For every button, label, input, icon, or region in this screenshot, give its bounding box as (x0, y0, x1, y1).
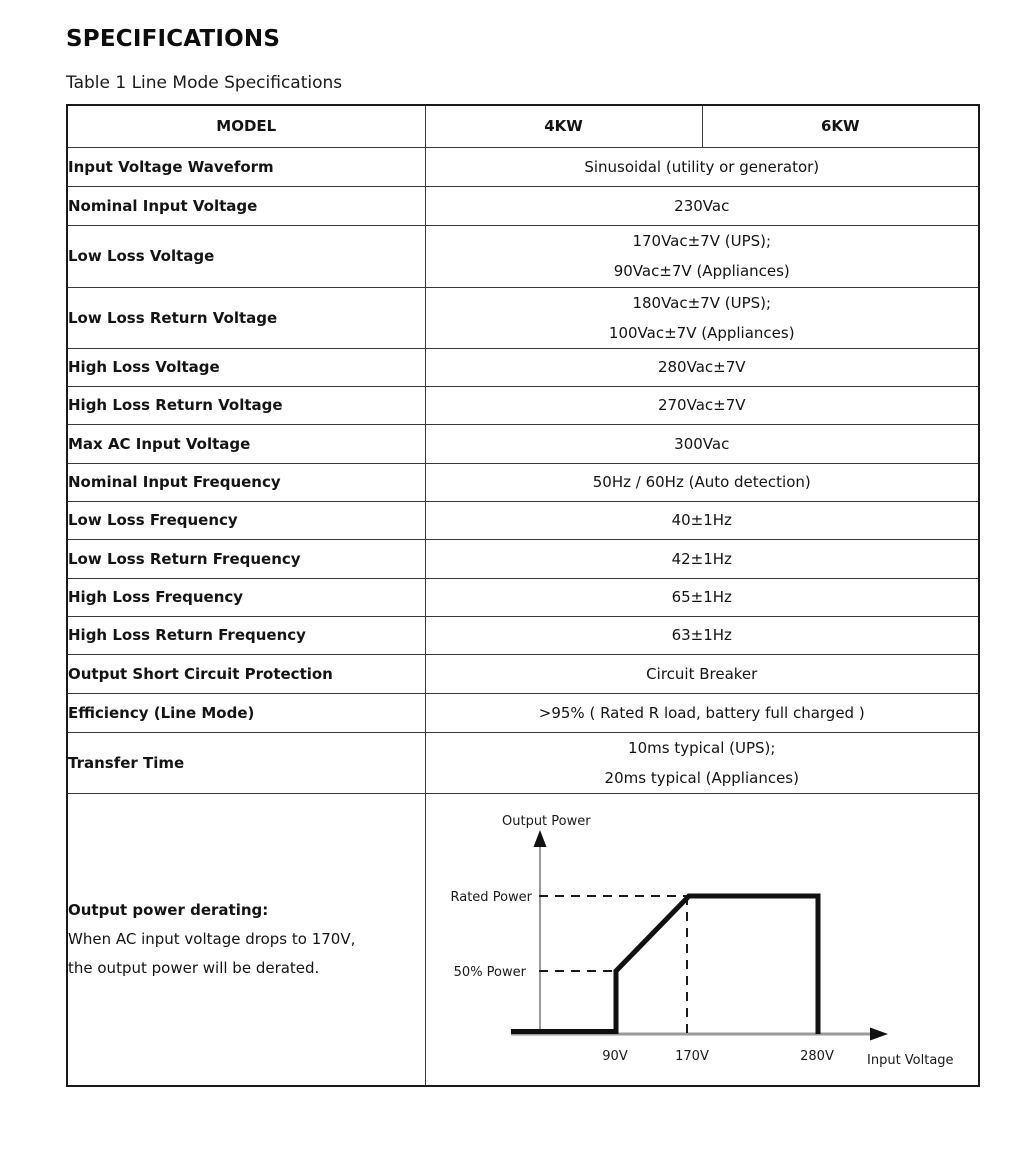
spec-label: Max AC Input Voltage (67, 424, 425, 463)
row-max-ac-input-voltage (67, 424, 979, 463)
row-nominal-input-frequency (67, 463, 979, 501)
spec-value-text: 180Vac±7V (UPS); (632, 293, 772, 312)
spec-label: Nominal Input Voltage (67, 186, 425, 225)
row-low-loss-return-voltage (67, 287, 979, 348)
row-low-loss-return-frequency (67, 539, 979, 578)
spec-value (425, 616, 979, 654)
row-high-loss-frequency (67, 578, 979, 616)
row-high-loss-return-frequency (67, 616, 979, 654)
spec-value-text: 40±1Hz (671, 511, 732, 529)
line-mode-spec-table (66, 104, 980, 1087)
spec-value (425, 287, 979, 348)
page-title: SPECIFICATIONS (66, 26, 281, 52)
spec-value (425, 348, 979, 386)
spec-label: High Loss Return Voltage (67, 386, 425, 424)
spec-value (425, 501, 979, 539)
derating-text-line: When AC input voltage drops to 170V, (68, 929, 356, 948)
derating-chart (426, 794, 978, 1085)
x-tick-280v: 280V (799, 1048, 834, 1064)
spec-value-text: 100Vac±7V (Appliances) (608, 323, 795, 342)
spec-value-text: 10ms typical (UPS); (628, 738, 776, 757)
spec-value (425, 578, 979, 616)
spec-value-text: 50Hz / 60Hz (Auto detection) (592, 473, 811, 491)
spec-value-text: 42±1Hz (671, 549, 732, 568)
x-axis-title: Input Voltage (866, 1052, 954, 1068)
row-low-loss-frequency (67, 501, 979, 539)
table-header-row (67, 105, 979, 147)
spec-value (425, 654, 979, 693)
spec-value (425, 539, 979, 578)
row-high-loss-return-voltage (67, 386, 979, 424)
spec-value-text: 300Vac (674, 434, 730, 453)
x-tick-170v: 170V (674, 1048, 709, 1064)
spec-value-text: 230Vac (674, 196, 730, 215)
spec-label: Low Loss Return Frequency (67, 539, 425, 578)
spec-value-text: 20ms typical (Appliances) (604, 768, 799, 787)
spec-value (425, 225, 979, 287)
up-arrow-icon (533, 830, 546, 847)
spec-value-text: Sinusoidal (utility or generator) (584, 157, 820, 176)
row-output-short-circuit-protection (67, 654, 979, 693)
spec-value-text: 270Vac±7V (657, 396, 746, 414)
spec-value (425, 732, 979, 793)
spec-label: Transfer Time (67, 732, 425, 793)
fifty-percent-power-label: 50% Power (453, 964, 526, 980)
row-low-loss-voltage (67, 225, 979, 287)
derating-chart-cell (425, 793, 979, 1086)
header-6kw: 6KW (702, 105, 979, 147)
row-high-loss-voltage (67, 348, 979, 386)
spec-label: High Loss Voltage (67, 348, 425, 386)
derating-text-line: the output power will be derated. (68, 958, 320, 977)
row-efficiency-line-mode (67, 693, 979, 732)
spec-value-text: Circuit Breaker (646, 664, 758, 683)
header-model: MODEL (67, 105, 425, 147)
spec-value-text: 170Vac±7V (UPS); (632, 232, 772, 250)
spec-value-text: 90Vac±7V (Appliances) (613, 262, 790, 280)
spec-value (425, 386, 979, 424)
row-input-voltage-waveform (67, 147, 979, 186)
spec-label: High Loss Frequency (67, 578, 425, 616)
spec-label: Low Loss Return Voltage (67, 287, 425, 348)
spec-value-text: 280Vac±7V (657, 358, 746, 376)
derating-curve (511, 896, 818, 1034)
spec-label: Low Loss Voltage (67, 225, 425, 287)
spec-value (425, 463, 979, 501)
right-arrow-icon (870, 1027, 888, 1040)
spec-label: High Loss Return Frequency (67, 616, 425, 654)
header-4kw: 4KW (425, 105, 702, 147)
spec-value-text: 65±1Hz (671, 588, 732, 606)
derating-label-cell (67, 793, 425, 1086)
spec-value-text: 63±1Hz (671, 626, 732, 644)
spec-label: Output Short Circuit Protection (67, 654, 425, 693)
spec-label: Input Voltage Waveform (67, 147, 425, 186)
y-axis-title: Output Power (501, 813, 591, 829)
spec-value (425, 147, 979, 186)
spec-label: Low Loss Frequency (67, 501, 425, 539)
row-transfer-time (67, 732, 979, 793)
x-tick-90v: 90V (601, 1048, 628, 1064)
derating-title: Output power derating: (68, 900, 269, 919)
rated-power-label: Rated Power (450, 889, 532, 905)
spec-value (425, 693, 979, 732)
spec-value-text: >95% ( Rated R load, battery full charged ) (538, 703, 865, 722)
spec-label: Efficiency (Line Mode) (67, 693, 425, 732)
spec-value (425, 424, 979, 463)
row-output-power-derating (67, 793, 979, 1086)
spec-value (425, 186, 979, 225)
row-nominal-input-voltage (67, 186, 979, 225)
spec-label: Nominal Input Frequency (67, 463, 425, 501)
table-caption: Table 1 Line Mode Specifications (66, 73, 343, 93)
